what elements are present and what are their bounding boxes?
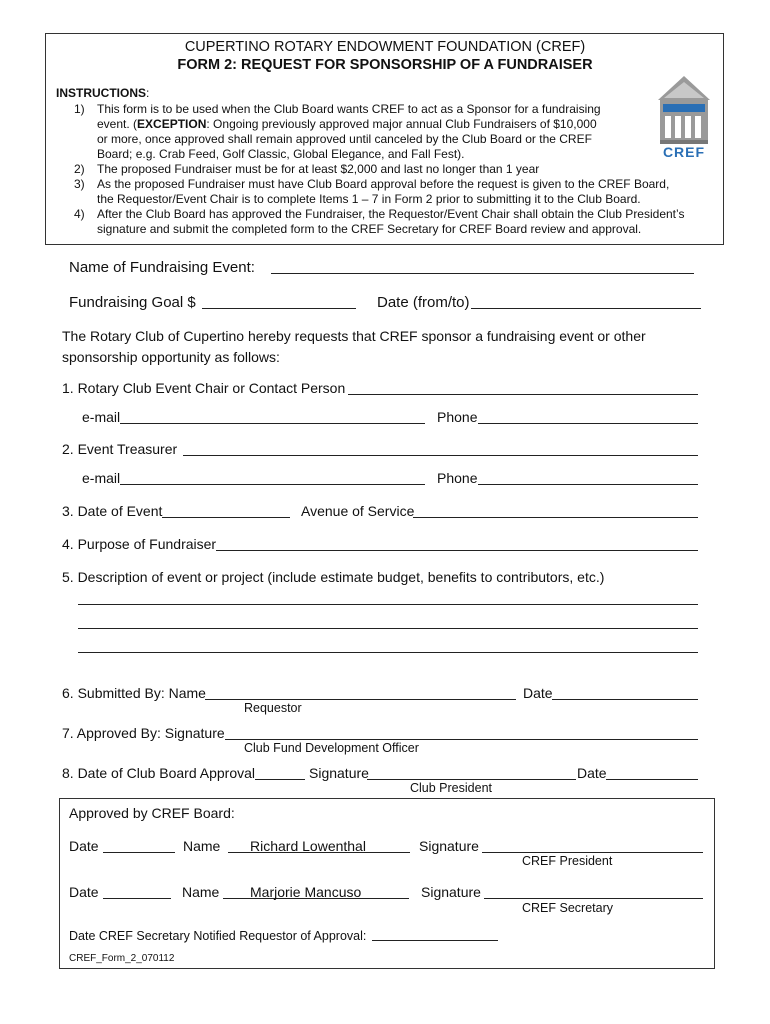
email-label: e-mail [82, 470, 121, 486]
cref-date-label: Date [69, 884, 99, 900]
secretary-name: Marjorie Mancuso [250, 884, 362, 900]
instr-line: As the proposed Fundraiser must have Club Board approval before the request is given to the CREF Board, [97, 177, 670, 191]
instr-line: The proposed Fundraiser must be for at least $2,000 and last no longer than 1 year [97, 162, 540, 176]
club-board-date-field[interactable] [255, 779, 305, 780]
president-name: Richard Lowenthal [250, 838, 366, 854]
requestor-caption: Requestor [244, 701, 302, 715]
instr-line: This form is to be used when the Club Board wants CREF to act as a Sponsor for a fundraising [97, 102, 601, 116]
cref-signature-label: Signature [419, 838, 479, 854]
submitted-date-field[interactable] [552, 699, 698, 700]
item8-label: 8. Date of Club Board Approval [62, 765, 256, 781]
instr-num-2: 2) [74, 162, 85, 176]
goal-label: Fundraising Goal $ [69, 294, 196, 311]
avenue-label: Avenue of Service [301, 503, 415, 519]
form-id: CREF_Form_2_070112 [69, 953, 175, 964]
contact-email-field[interactable] [120, 423, 425, 424]
item4-label: 4. Purpose of Fundraiser [62, 536, 217, 552]
club-fund-officer-caption: Club Fund Development Officer [244, 741, 419, 755]
contact-person-field[interactable] [348, 394, 698, 395]
cref-board-heading: Approved by CREF Board: [69, 805, 235, 821]
instr-line: Board; e.g. Crab Feed, Golf Classic, Global Elegance, and Fall Fest). [97, 147, 465, 161]
item7-label: 7. Approved By: Signature [62, 725, 225, 741]
item2-label: 2. Event Treasurer [62, 441, 178, 457]
item5-label: 5. Description of event or project (include estimate budget, benefits to contributors, etc.) [62, 569, 605, 585]
instructions-heading: INSTRUCTIONS: [56, 86, 150, 100]
club-president-signature-field[interactable] [367, 779, 576, 780]
instr-line: After the Club Board has approved the Fundraiser, the Requestor/Event Chair shall obtain the Club President’s [97, 207, 685, 221]
notified-label: Date CREF Secretary Notified Requestor of Approval: [69, 929, 367, 943]
secretary-signature-field[interactable] [484, 898, 703, 899]
intro-line-2: sponsorship opportunity as follows: [62, 349, 280, 365]
avenue-field[interactable] [413, 517, 698, 518]
cref-date-label: Date [69, 838, 99, 854]
treasurer-field[interactable] [183, 455, 698, 456]
intro-line-1: The Rotary Club of Cupertino hereby requests that CREF sponsor a fundraising event or other [62, 328, 646, 344]
instr-num-4: 4) [74, 207, 85, 221]
date-from-to-field[interactable] [471, 308, 701, 309]
instr-num-3: 3) [74, 177, 85, 191]
cref-signature-label: Signature [421, 884, 481, 900]
event-date-field[interactable] [162, 517, 290, 518]
form-title: FORM 2: REQUEST FOR SPONSORSHIP OF A FUNDRAISER [177, 57, 593, 73]
signature-label: Signature [309, 765, 369, 781]
item1-label: 1. Rotary Club Event Chair or Contact Person [62, 380, 346, 396]
event-name-field[interactable] [271, 273, 694, 274]
description-line-1[interactable] [78, 604, 698, 605]
club-president-caption: Club President [410, 781, 492, 795]
logo-text: CREF [662, 144, 706, 160]
contact-phone-field[interactable] [478, 423, 698, 424]
phone-label: Phone [437, 470, 478, 486]
description-line-3[interactable] [78, 652, 698, 653]
notified-date-field[interactable] [372, 940, 498, 941]
cref-name-label: Name [183, 838, 221, 854]
phone-label: Phone [437, 409, 478, 425]
date-label: Date [577, 765, 607, 781]
treasurer-email-field[interactable] [120, 484, 425, 485]
instr-num-1: 1) [74, 102, 85, 116]
president-signature-field[interactable] [482, 852, 703, 853]
purpose-field[interactable] [216, 550, 698, 551]
date-label: Date [523, 685, 553, 701]
club-president-date-field[interactable] [606, 779, 698, 780]
description-line-2[interactable] [78, 628, 698, 629]
treasurer-phone-field[interactable] [478, 484, 698, 485]
secretary-title: CREF Secretary [522, 901, 613, 915]
submitted-name-field[interactable] [205, 699, 516, 700]
goal-field[interactable] [202, 308, 356, 309]
instr-line: the Requestor/Event Chair is to complete Items 1 – 7 in Form 2 prior to submitting it to the Club Board. [97, 192, 641, 206]
secretary-date-field[interactable] [103, 898, 171, 899]
org-title: CUPERTINO ROTARY ENDOWMENT FOUNDATION (CREF) [184, 39, 586, 55]
instr-line: or more, once approved shall remain approved until canceled by the Club Board or the CREF [97, 132, 592, 146]
email-label: e-mail [82, 409, 121, 425]
cref-board-box [59, 798, 715, 969]
approved-signature-field[interactable] [225, 739, 698, 740]
event-name-label: Name of Fundraising Event: [69, 259, 255, 276]
instr-line: event. (EXCEPTION: Ongoing previously approved major annual Club Fundraisers of $10,000 [97, 117, 597, 131]
item6-label: 6. Submitted By: Name [62, 685, 206, 701]
instr-line: signature and submit the completed form to the CREF Secretary for CREF Board review and approval. [97, 222, 642, 236]
president-date-field[interactable] [103, 852, 175, 853]
president-title: CREF President [522, 854, 613, 868]
date-from-to-label: Date (from/to) [377, 294, 470, 311]
cref-name-label: Name [182, 884, 220, 900]
cref-logo [654, 74, 714, 164]
item3-label: 3. Date of Event [62, 503, 163, 519]
